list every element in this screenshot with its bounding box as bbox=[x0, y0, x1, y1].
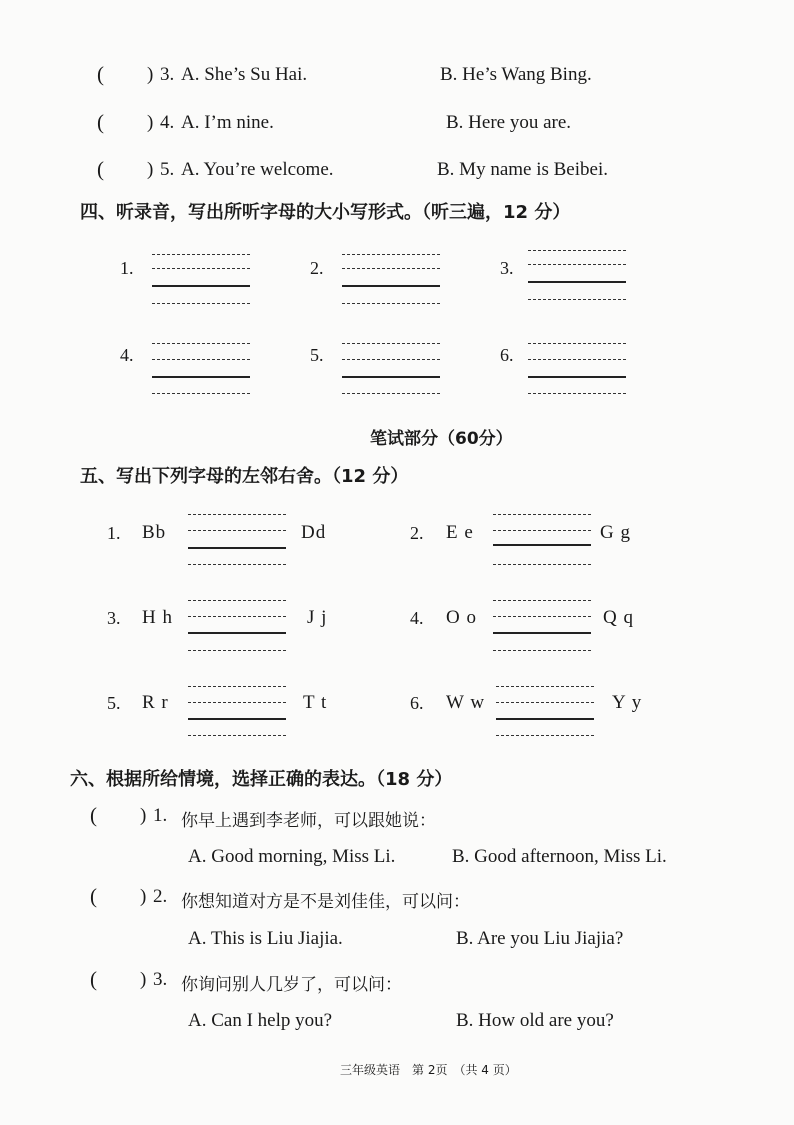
option-a: A. Can I help you? bbox=[188, 1010, 333, 1031]
question-number: 5. bbox=[160, 159, 175, 180]
right-letter: T t bbox=[303, 692, 328, 713]
option-b: B. Here you are. bbox=[446, 112, 572, 133]
question-number: 1. bbox=[153, 805, 168, 826]
item-number: 4. bbox=[120, 345, 134, 365]
left-letter: H h bbox=[142, 607, 173, 628]
four-line-writing-grid[interactable] bbox=[188, 686, 286, 738]
left-letter: E e bbox=[446, 522, 474, 543]
option-a: A. I’m nine. bbox=[181, 112, 274, 133]
answer-paren-close: ) bbox=[147, 159, 154, 180]
option-b: B. Are you Liu Jiajia? bbox=[456, 928, 624, 949]
four-line-writing-grid[interactable] bbox=[493, 514, 591, 566]
four-line-writing-grid[interactable] bbox=[496, 686, 594, 738]
left-letter: Bb bbox=[142, 522, 167, 543]
question-prompt: 你早上遇到李老师，可以跟她说： bbox=[181, 811, 436, 831]
option-a: A. This is Liu Jiajia. bbox=[188, 928, 343, 949]
four-line-writing-grid[interactable] bbox=[152, 343, 250, 395]
answer-paren-open[interactable]: ( bbox=[90, 803, 97, 827]
left-letter: O o bbox=[446, 607, 477, 628]
right-letter: Y y bbox=[612, 692, 643, 713]
answer-paren-open[interactable]: ( bbox=[97, 157, 104, 181]
page-footer: 三年级英语 第 2页 （共 4 页） bbox=[340, 1063, 517, 1077]
four-line-writing-grid[interactable] bbox=[528, 250, 626, 302]
answer-paren-close: ) bbox=[140, 969, 147, 990]
item-number: 5. bbox=[107, 693, 121, 713]
question-prompt: 你想知道对方是不是刘佳佳，可以问： bbox=[181, 892, 470, 912]
item-number: 2. bbox=[410, 523, 424, 543]
right-letter: G g bbox=[600, 522, 631, 543]
answer-paren-open[interactable]: ( bbox=[97, 62, 104, 86]
item-number: 4. bbox=[410, 608, 424, 628]
item-number: 5. bbox=[310, 345, 324, 365]
option-b: B. Good afternoon, Miss Li. bbox=[452, 846, 667, 867]
four-line-writing-grid[interactable] bbox=[528, 343, 626, 395]
section6-heading: 六、根据所给情境，选择正确的表达。（18 分） bbox=[70, 769, 453, 790]
four-line-writing-grid[interactable] bbox=[152, 254, 250, 306]
question-number: 3. bbox=[160, 64, 175, 85]
option-b: B. He’s Wang Bing. bbox=[440, 64, 592, 85]
answer-paren-open[interactable]: ( bbox=[90, 967, 97, 991]
section5-heading: 五、写出下列字母的左邻右舍。（12 分） bbox=[80, 466, 409, 487]
option-b: B. How old are you? bbox=[456, 1010, 614, 1031]
section4-heading: 四、听录音，写出所听字母的大小写形式。（听三遍，12 分） bbox=[80, 202, 571, 223]
right-letter: Q q bbox=[603, 607, 634, 628]
item-number: 6. bbox=[410, 693, 424, 713]
four-line-writing-grid[interactable] bbox=[342, 343, 440, 395]
question-number: 4. bbox=[160, 112, 175, 133]
answer-paren-close: ) bbox=[147, 64, 154, 85]
item-number: 6. bbox=[500, 345, 514, 365]
option-a: A. She’s Su Hai. bbox=[181, 64, 308, 85]
four-line-writing-grid[interactable] bbox=[493, 600, 591, 652]
item-number: 1. bbox=[107, 523, 121, 543]
left-letter: R r bbox=[142, 692, 169, 713]
right-letter: J j bbox=[307, 607, 328, 628]
written-part-title: 笔试部分（60分） bbox=[370, 429, 513, 449]
answer-paren-close: ) bbox=[147, 112, 154, 133]
question-prompt: 你询问别人几岁了，可以问： bbox=[181, 975, 402, 995]
answer-paren-close: ) bbox=[140, 805, 147, 826]
option-a: A. Good morning, Miss Li. bbox=[188, 846, 396, 867]
left-letter: W w bbox=[446, 692, 486, 713]
option-a: A. You’re welcome. bbox=[181, 159, 334, 180]
right-letter: Dd bbox=[301, 522, 327, 543]
answer-paren-open[interactable]: ( bbox=[97, 110, 104, 134]
item-number: 3. bbox=[500, 258, 514, 278]
answer-paren-open[interactable]: ( bbox=[90, 884, 97, 908]
question-number: 3. bbox=[153, 969, 168, 990]
item-number: 2. bbox=[310, 258, 324, 278]
four-line-writing-grid[interactable] bbox=[342, 254, 440, 306]
four-line-writing-grid[interactable] bbox=[188, 600, 286, 652]
item-number: 3. bbox=[107, 608, 121, 628]
item-number: 1. bbox=[120, 258, 134, 278]
option-b: B. My name is Beibei. bbox=[437, 159, 608, 180]
answer-paren-close: ) bbox=[140, 886, 147, 907]
question-number: 2. bbox=[153, 886, 168, 907]
four-line-writing-grid[interactable] bbox=[188, 514, 286, 566]
